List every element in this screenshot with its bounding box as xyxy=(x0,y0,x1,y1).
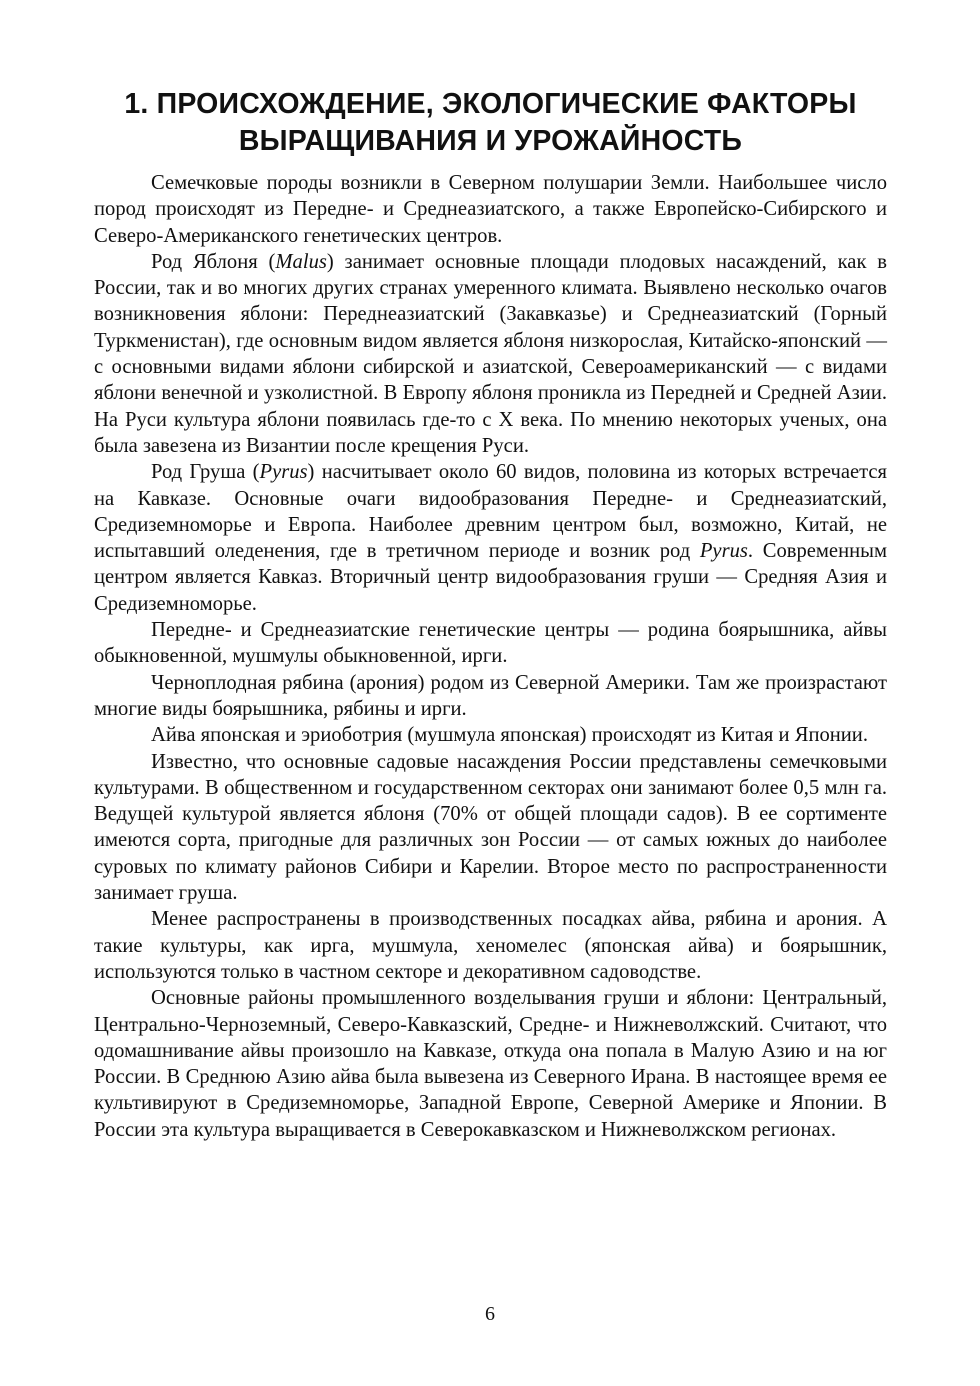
chapter-title xyxy=(94,86,887,160)
pear-text-middle: ) насчитывает около 60 видов, половина из которых встречается на Кавказе. Основные очаги видообразования Передне- и Среднеазиатский, Средиземноморье и Европа. Наиболее древним центром был, возможно, Китай, не испытавший оледенения, где в третичном периоде и возник род xyxy=(94,461,887,563)
paragraph-regions: Основные районы промышленного возделывания груши и яблони: Центральный, Центрально-Черноземный, Северо-Кавказский, Средне- и Нижневолжский. Считают, что одомашнивание айвы произошло на Кавказе, откуда она попала в Малую Азию и на юг России. В Среднюю Азию айва была вывезена из Северного Ирана. В настоящее время ее культивируют в Средиземноморье, Западной Европе, Северной Америке и Японии. В России эта культура выращивается в Северокавказском и Нижневолжском регионах. xyxy=(94,987,887,1141)
pear-text-end: . Современным центром является Кавказ. Вторичный центр видообразования груши — Средняя Азия и Средиземноморье. xyxy=(94,540,887,615)
paragraph-genetic-centers: Передне- и Среднеазиатские генетические центры — родина боярышника, айвы обыкновенной, мушмулы обыкновенной, ирги. xyxy=(94,619,887,668)
latin-name-pyrus-2: Pyrus xyxy=(699,540,748,563)
paragraph-aronia: Черноплодная рябина (арония) родом из Северной Америки. Там же произрастают многие виды боярышника, рябины и ирги. xyxy=(94,671,887,720)
paragraph-less-common: Менее распространены в производственных посадках айва, рябина и арония. А такие культуры, как ирга, мушмула, хеномелес (японская айва) и боярышник, используются только в частном секторе и декоративном садоводстве. xyxy=(94,908,887,983)
body-text xyxy=(94,170,887,1143)
latin-name-pyrus: Pyrus xyxy=(259,461,308,484)
latin-name-malus: Malus xyxy=(275,250,327,273)
pear-text-start: Род Груша ( xyxy=(151,461,260,484)
paragraph-japanese-quince: Айва японская и эриоботрия (мушмула японская) происходят из Китая и Японии. xyxy=(151,724,868,747)
paragraph-russia-orchards: Известно, что основные садовые насаждения России представлены семечковыми культурами. В общественном и государственном секторах они занимают более 0,5 млн га. Ведущей культурой является яблоня (70% от общей площади садов). В ее сортименте имеются сорта, пригодные для различных зон России — от самых южных до наиболее суровых по климату районов Сибири и Карелии. Второе место по распространенности занимает груша. xyxy=(94,750,887,905)
chapter-title-line-2: ВЫРАЩИВАНИЯ И УРОЖАЙНОСТЬ xyxy=(238,125,743,157)
apple-text-start: Род Яблоня ( xyxy=(151,250,276,273)
paragraph-apple xyxy=(94,249,887,459)
apple-text-rest: ) занимает основные площади плодовых насаждений, как в России, так и во многих других странах умеренного климата. Выявлено несколько очагов возникновения яблони: Переднеазиатский (Закавказье) и Среднеазиатский (Горный Туркменистан), где основным видом является яблоня низкорослая, Китайско-японский — с основными видами яблони сибирской и азиатской, Североамериканский — с видами яблони венечной и узколистной. В Европу яблоня проникла из Передней и Средней Азии. На Руси культура яблони появилась где-то с X века. По мнению некоторых ученых, она была завезена из Византии после крещения Руси. xyxy=(94,250,887,457)
paragraph-origin: Семечковые породы возникли в Северном полушарии Земли. Наибольшее число пород происходят из Передне- и Среднеазиатского, а также Европейско-Сибирского и Северо-Американского генетических центров. xyxy=(94,172,887,247)
chapter-title-line-1: 1. ПРОИСХОЖДЕНИЕ, ЭКОЛОГИЧЕСКИЕ ФАКТОРЫ xyxy=(124,88,857,120)
page-number: 6 xyxy=(485,1303,495,1325)
paragraph-pear xyxy=(94,459,887,617)
document-page xyxy=(94,86,887,1143)
